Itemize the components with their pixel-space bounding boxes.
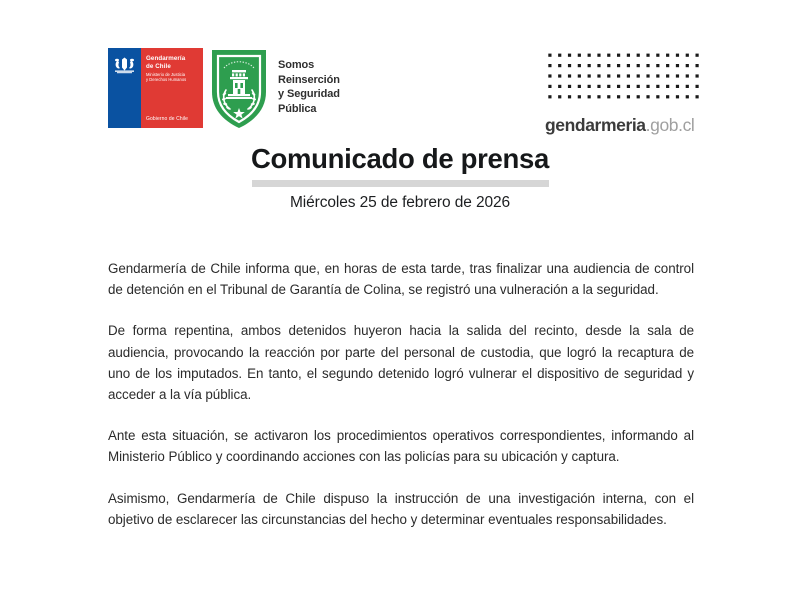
body-paragraph: Gendarmería de Chile informa que, en horas de esta tarde, tras finalizar una audiencia de control de detención en el Tribunal de Garantía de Colina, se registró una vulneración a la seguridad. [108, 261, 694, 298]
logo-blue-panel [108, 48, 141, 128]
title-block [0, 142, 800, 212]
website-url-tld: .gob.cl [645, 115, 695, 135]
body-paragraph: Asimismo, Gendarmería de Chile dispuso la instrucción de una investigación interna, con el objetivo de esclarecer las circunstancias del hecho y determinar eventuales responsabilidades. [108, 490, 694, 527]
slogan-line-4: Pública [278, 102, 317, 115]
logo-org-name: Gendarmería de Chile [146, 55, 186, 70]
publication-date: Miércoles 25 de febrero de 2026 [289, 194, 511, 211]
gendarmeria-shield-icon [208, 46, 270, 130]
slogan-text [278, 58, 340, 116]
slogan-line-2: Reinserción [278, 73, 340, 86]
website-brand-block [545, 50, 702, 136]
website-url [545, 115, 702, 136]
title-divider [252, 180, 549, 187]
chile-coat-of-arms-icon [113, 56, 136, 74]
document-header [0, 0, 800, 140]
press-release-body [108, 258, 694, 530]
slogan-line-1: Somos [278, 59, 315, 71]
dot-grid-pattern-icon [545, 50, 702, 102]
body-paragraph: De forma repentina, ambos detenidos huyeron hacia la salida del recinto, desde la sala de audiencia, provocando la reacción por parte del personal de custodia, que logró la recaptura de uno de los imputados. En tanto, el segundo detenido logró vulnerar el dispositivo de seguridad y acceder a la vía pública. [108, 323, 694, 403]
body-paragraph: Ante esta situación, se activaron los procedimientos operativos correspondientes, informando al Ministerio Público y coordinando acciones con las policías para su ubicación y captura. [108, 428, 694, 465]
logo-ministry-name: Ministerio de Justicia y Derechos Humanos [146, 72, 187, 83]
logo-red-panel [141, 48, 203, 128]
gobierno-de-chile-logo [108, 48, 203, 128]
logo-government-label: Gobierno de Chile [146, 116, 189, 122]
page-title: Comunicado de prensa [250, 143, 550, 174]
website-url-main: gendarmeria [545, 115, 646, 135]
slogan-line-3: y Seguridad [278, 88, 340, 101]
